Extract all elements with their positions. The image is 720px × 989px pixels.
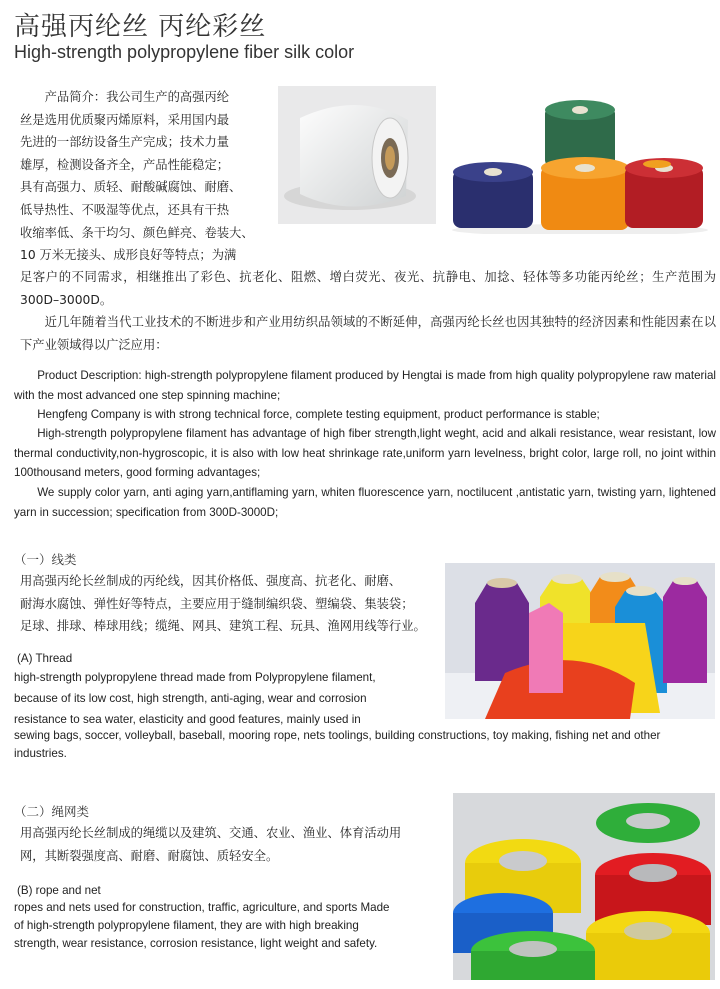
section-1-en-line: because of its low cost, high strength, anti-aging, wear and corrosion — [14, 692, 367, 705]
intro-cn-line: 产品简介：我公司生产的高强丙纶 — [44, 90, 230, 104]
section-1-en-lines — [14, 667, 434, 730]
section-1-en-line: high-strength polypropylene thread made from Polypropylene filament, — [14, 671, 376, 684]
intro-en-p2: Hengfeng Company is with strong technical force, complete testing equipment, product performance is stable; — [37, 408, 600, 421]
intro-cn-continued: 足客户的不同需求，相继推出了彩色、抗老化、阻燃、增白荧光、夜光、抗静电、加捻、轻体等多功能丙纶丝；生产范围为 300D–3000D。 — [20, 270, 716, 307]
intro-en-p1: Product Description: high-strength polypropylene filament produced by Hengtai is made from high quality polypropylene raw material with the most advanced one step spinning machine; — [14, 369, 716, 402]
section-1-cn-line: 足球、排球、棒球用线；缆绳、网具、建筑工程、玩具、渔网用线等行业。 — [20, 619, 426, 634]
intro-cn-line: 雄厚，检测设备齐全，产品性能稳定； — [20, 157, 230, 172]
section-2-cn-line: 用高强丙纶长丝制成的绳缆以及建筑、交通、农业、渔业、体育活动用 — [20, 826, 402, 840]
intro-cn-line: 低导热性、不吸湿等优点，还具有干热 — [20, 202, 230, 217]
section-1-cn-lines — [20, 570, 440, 638]
intro-cn-lines — [20, 86, 272, 267]
intro-en-p3: High-strength polypropylene filament has advantage of high fiber strength,light weght, acid and alkali resistance, wear resistant, low thermal conductivity,non-hygroscopic, it is also with low heat shrinkage rate,uniform yarn levelness, bright color, large roll, no joint within 100thousand meters, good forming advantages; — [14, 427, 716, 480]
section-1-en-line: resistance to sea water, elasticity and good features, mainly used in — [14, 713, 361, 726]
section-2-en-line: ropes and nets used for construction, traffic, agriculture, and sports Made — [14, 901, 390, 914]
section-2-en-heading: (B) rope and net — [17, 884, 101, 897]
page-title-cn: 高强丙纶丝 丙纶彩丝 — [14, 12, 267, 42]
section-1-en-heading: (A) Thread — [17, 652, 73, 665]
section-2-en-line: of high-strength polypropylene filament, they are with high breaking — [14, 919, 359, 932]
white-yarn-bobbin-photo — [278, 86, 436, 224]
colored-yarn-spools-photo — [445, 86, 715, 234]
rope-coils-photo — [453, 793, 715, 980]
intro-cn-line: 丝是选用优质聚丙烯原料，采用国内最 — [20, 112, 230, 127]
section-2-cn-line: 网，其断裂强度高、耐磨、耐腐蚀、质轻安全。 — [20, 848, 279, 863]
intro-cn-paragraph-2: 近几年随着当代工业技术的不断进步和产业用纺织品领域的不断延伸，高强丙纶长丝也因其独特的经济因素和性能因素在以下产业领域得以广泛应用： — [20, 315, 716, 352]
page-title-en: High-strength polypropylene fiber silk color — [14, 42, 355, 62]
section-1-cn-line: 耐海水腐蚀、弹性好等特点，主要应用于缝制编织袋、塑编袋、集装袋； — [20, 596, 414, 611]
section-1-heading: （一）线类 — [14, 552, 77, 567]
section-2-en-lines — [14, 899, 434, 953]
intro-cn-line: 收缩率低、条干均匀、颜色鲜亮、卷装大、 — [20, 225, 254, 240]
section-2-heading: （二）绳网类 — [14, 804, 90, 819]
intro-cn-line: 先进的一部纺设备生产完成；技术力量 — [20, 135, 230, 150]
section-2-cn-lines — [20, 822, 440, 867]
section-2-en-line: strength, wear resistance, corrosion resistance, light weight and safety. — [14, 937, 378, 950]
intro-en-p4: We supply color yarn, anti aging yarn,antiflaming yarn, whiten fluorescence yarn, noctilucent ,antistatic yarn, twisting yarn, lightened yarn in succession; specification from 300D-3000D; — [14, 486, 716, 519]
section-1-en-continued: sewing bags, soccer, volleyball, baseball, mooring rope, nets toolings, building constructions, toy making, fishing net and other industries. — [14, 729, 661, 760]
section-1-cn-line: 用高强丙纶长丝制成的丙纶线，因其价格低、强度高、抗老化、耐磨、 — [20, 574, 402, 588]
thread-cones-photo — [445, 563, 715, 719]
intro-cn-line: 具有高强力、质轻、耐酸碱腐蚀、耐磨、 — [20, 180, 242, 195]
intro-cn-line: 10 万米无接头、成形良好等特点；为满 — [20, 248, 237, 263]
